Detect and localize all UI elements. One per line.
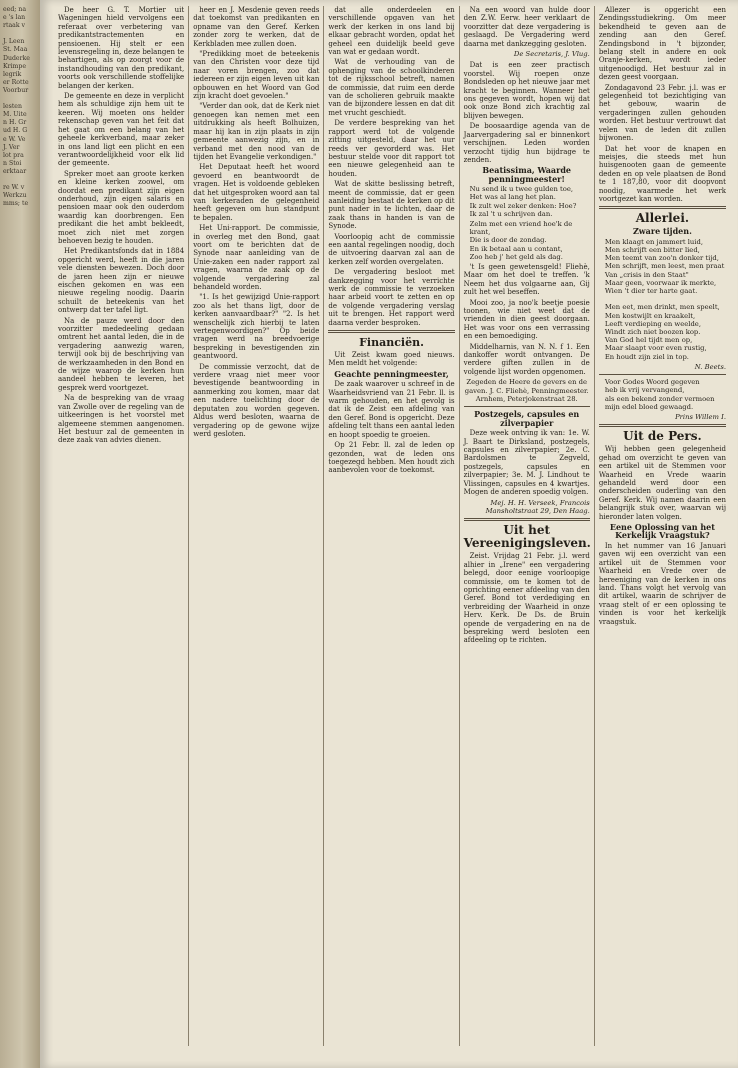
paragraph: Wat de verhouding van de ophenging van de schoolkinderen tot de rijksschool betreft, namen de commissie, dat ruim een derde van de scholieren gebruik maakte van de bijzondere lessen en dat dit met vrucht geschiedt.	[328, 58, 455, 117]
paragraph: De vergadering besloot met dankzegging voor het verrichte werk de commissie te verzoeken haar arbeid voort te zetten en op de volgende vergadering verslag uit te brengen. Het rapport werd daarna verder besproken.	[328, 268, 455, 327]
paragraph: Deze week ontving ik van: 1e. W. J. Baart te Dirksland, postzegels, capsules en zilverpapier; 2e. C. Bardolsmen te Zegveld, postzegels, capsules en zilverpapier; 3e. M. J. Lindhout te Vlissingen, capsules en 4 kwartjes. Mogen de anderen spoedig volgen.	[463, 429, 590, 497]
paragraph: Na de bespreking van de vraag van Zwolle over de regeling van de uitkeeringen is het voorstel met algemeene stemmen aangenomen. Het bestuur zal de gemeenten in deze zaak van advies dienen.	[58, 394, 185, 445]
paragraph: Zeist. Vrijdag 21 Febr. j.l. werd alhier in „Irene" een vergadering belegd, door eenige voorloopige commissie, om te komen tot de oprichting eener afdeeling van den Geref. Bond tot verdediging en verbreiding der Waarheid in onze Herv. Kerk. De Ds. de Bruin opende de vergadering en na de bespreking werd besloten een afdeeling op te richten.	[463, 552, 590, 645]
paragraph: Het Deputaat heeft het woord gevoerd en beantwoordt de vragen. Het is voldoende gebleken dat het uitgesproken woord aan tal van kerkeraden de gelegenheid heeft gegeven om hun standpunt te bepalen.	[193, 163, 320, 222]
poem-stanza: Zelm met een vriend hoe'k de krant, Die is door de zondag. En ik betaal aan u contant, Zoo heb j' het geld als dag.	[469, 219, 573, 261]
section-divider	[599, 424, 726, 427]
salutation: Geachte penningmeester,	[334, 368, 449, 379]
section-divider	[464, 518, 590, 521]
paragraph: De boosaardige agenda van de Jaarvergadering sal er binnenkort verschijnen. Leden worden verzocht tijdig hun bijdrage te zenden.	[463, 122, 590, 164]
paragraph: Wat de skitte beslissing betreft, meent de commissie, dat er geen aanleiding bestaat de kerken op dit punt nader in te lichten, daar de zaak thans in handen is van de Synode.	[328, 180, 455, 231]
section-divider	[599, 374, 726, 375]
signature: Mej. H. H. Verseek, Francois Mansholtstraat 29, Den Haag.	[485, 498, 590, 515]
paragraph: Uit Zeist kwam goed nieuws. Men meldt het volgende:	[328, 351, 455, 368]
section-divider	[464, 406, 590, 407]
paragraph: De verdere bespreking van het rapport werd tot de volgende zitting uitgesteld, daar het uur reeds ver gevorderd was. Het bestuur stelde voor dit rapport tot een nieuwe gelegenheid aan te houden.	[328, 119, 455, 178]
financien-heading: Financiën.	[359, 336, 424, 350]
postzegels-heading: Postzegels, capsules en zilverpapier	[474, 409, 580, 428]
paragraph: Voorloopig acht de commissie een aantal regelingen noodig, doch de uitvoering daarvan zal aan de kerken zelf worden overgelaten.	[328, 232, 455, 266]
column-4	[460, 6, 595, 1046]
poem-author: Prins Willem I.	[675, 413, 726, 422]
paragraph: De heer G. T. Mortier uit Wageningen hield vervolgens een referaat over verbetering van predikantstractementen en pensioenen. Hij stelt er een levensregeling in, deze belangen te behartigen, als op zoorgt voor de instandhouding van den predikant, voorts ook verschillende stoffelijke belangen der kerken.	[58, 6, 185, 90]
paragraph: Na de pauze werd door den voorzitter mededeeling gedaan omtrent het aantal leden, die in de vergadering aanwezig waren, terwijl ook bij de beschrijving van de werkzaamheden in den Bond en de wijze waarop de kerken hun aandeel hebben te leveren, het gesprek werd voortgezet.	[58, 316, 185, 392]
poem: Men klaagt en jammert luid, Men schrijft een bitter lied, Men teemt van zoo'n donker tijd, Men schrijft, men leest, men praat Van „crisis in den Staat" Maar geen, voorwaar ik merkte, Wien 't dier ter harte gaat. Men eet, men drinkt, men speelt, Men kostwijlt en kraakelt, Leeft verdieping en weelde, Windt zich niet boozen kop. Van God hel tijdt men op, Maar slaapt voor even rustig, En houdt zijn ziel in top.	[604, 237, 725, 361]
paragraph: In het nummer van 16 Januari gaven wij een overzicht van een artikel uit de Stemmen voor Waarheid en Vrede over de hereeniging van de kerken in ons land. Thans volgt het vervolg van dit artikel, waarin de schrijver de vraag stelt of er een oplossing te vinden is voor het kerkelijk vraagstuk.	[598, 541, 726, 626]
letter-salutation: Beatissima, Waarde penningmeester!	[482, 165, 571, 184]
paragraph: De zaak waarover u schreef in de Waarheidsvriend van 21 Febr. ll. is warm gehouden, en het gevolg is dat ik de Zeist een afdeling van den Geref. Bond is opgericht. Deze afdeling telt thans een aantal leden en hoopt spoedig te groeien.	[328, 380, 455, 439]
paragraph: Wij hebben geen gelegenheid gehad om overzicht te geven van een artikel uit de Stemmen voor Waarheid en Vrede waarin gehandeld werd door een onderscheiden ouderling van den Geref. Kerk. Wij namen daarin een belangrijk stuk over, waarvan wij hieronder laten volgen.	[598, 445, 726, 521]
paragraph: dat alle onderdeelen en verschillende opgaven van het werk der kerken in ons land bij elkaar gebracht worden, opdat het geheel een duidelijk beeld geve van wat er gedaan wordt.	[328, 6, 455, 57]
article-heading: Eene Oplossing van het Kerkelijk Vraagstuk?	[609, 522, 715, 541]
paragraph: Dat het voor de knapen en meisjes, die steeds met hun huisgenooten gaan de gemeente deden en op vele plaatsen de Bond te 1 187,80, voor dit doopvont noodig, waarmede het werk voortgezet kan worden.	[598, 144, 726, 203]
column-2	[189, 6, 324, 1046]
paragraph: Mooi zoo, ja noo'k beetje poesie toonen, wie niet weet dat de vrienden in dien geest doorgaan. Het was voor ons een verrassing en een bemoediging.	[463, 298, 590, 341]
paragraph: Na een woord van hulde door den Z.W. Eerw. heer verklaart de voorzitter dat deze vergadering is geslaagd. De Vergadering werd daarna met dankzegging gesloten.	[463, 6, 590, 48]
poem-stanza: Nu send ik u twee gulden toe, Het was al lang het plan. Ik zult wel zeker denken: Hoe? Ik zal 't u schrijven dan.	[469, 185, 577, 218]
binding-edge	[0, 0, 40, 1068]
signature: De Secretaris, J. Vlug.	[513, 50, 590, 59]
paragraph: Middelharnis, van N. N. f 1. Een dankoffer wordt ontvangen. De verdere giften zullen in de volgende lijst worden opgenomen.	[463, 342, 590, 376]
paragraph: De gemeente en deze in verplicht hem als schuldige zijn hem uit te keeren. Wij moeten ons helder rekenschap geven van het feit dat het gaat om een belang van het geheele kerkverband, maar zeker in ons land ligt een plicht en een verantwoordelijkheid voor elk lid der gemeente.	[58, 92, 185, 168]
paragraph: "1. Is het gewijzigd Unie-rapport zoo als het thans ligt, door de kerken aanvaardbaar?" "2. Is het wenschelijk zich hierbij te laten vertegenwoordigen?" Op beide vragen werd na breedvoerige bespreking in bevestigenden zin geantwoord.	[193, 293, 320, 361]
paragraph: Het Uni-rapport. De commissie, in overleg met den Bond, gaat voort om te berichten dat de Synode naar aanleiding van de Unie-zaken een nader rapport zal vragen, waarna de zaak op de volgende vergadering zal behandeld worden.	[193, 224, 320, 291]
paragraph: Zondagavond 23 Febr. j.l. was er gelegenheid tot bezichtiging van het gebouw, waarin de vergaderingen zullen gehouden worden. Het bestuur vertrouwt dat velen van de leden dit zullen bijwonen.	[598, 83, 726, 143]
paragraph: "Verder dan ook, dat de Kerk niet genoegen kan nemen met een uitdrukking als heeft Bolhuizen, maar hij kan in zijn plaats in zijn gemeente aanwezig zijn, en in verband met den nood van de tijden het Evangelie verkondigen."	[193, 102, 320, 161]
section-divider	[328, 330, 454, 333]
poem: Voor Godes Woord gegeven heb ik vrij vervangend, als een bekend zonder vermoen mijn edel bloed gewaagd.	[604, 378, 715, 411]
vereenigingsleven-heading: Uit het Vereenigingsleven.	[463, 523, 591, 551]
allerlei-heading: Allerlei.	[635, 211, 690, 226]
paragraph: Spreker moet aan groote kerken en kleine kerken zoowel, om doordat een predikant zijn eigen onderhoud, zijn eigen salaris en pensioen maar ook den ouderdom waardig kan doorbrengen. Een predikant die het ambt bekleedt, moet zich niet met zorgen behoeven bezig te houden.	[58, 169, 185, 245]
uit-de-pers-heading: Uit de Pers.	[623, 429, 702, 444]
paragraph: heer en J. Mesdenie geven reeds dat toekomst van predikanten en opname van den Geref. Kerken zonder zorg te werken, dat de Kerkbladen mee zullen doen.	[193, 6, 320, 48]
paragraph: Op 21 Febr. ll. zal de leden op gezonden, wat de leden ons toegezegd hebben. Men houdt zich aanbevolen voor de toekomst.	[328, 441, 455, 475]
column-3	[324, 6, 459, 1046]
paragraph: Allezer is opgericht een Zendingsstudiekring. Om meer bekendheid te geven aan de zending aan den Geref. Zendingsbond in 't bijzonder, belang stelt in andere en ook Oranje-kerken, wordt ieder uitgenoodigd. Het bestuur zal in dezen geest voorgaan.	[598, 6, 726, 82]
column-5	[595, 6, 730, 1046]
poem-author: N. Beets.	[694, 362, 726, 371]
binding-text: eed; na e 's lan rtaak v J. Leen St. Maa Duderke Krimpe legrik er Rotte Voorbur lesten M. Uite n H. Gr ud H. G e W. Ve J. Ver lot pra n Stoi erktaar re W. v Werkzu mms; te	[3, 6, 30, 208]
paragraph: "Predikking moet de beteekenis van den Christen voor deze tijd naar voren brengen, zoo dat iedereen er zijn eigen leven uit kan opbouwen en het Woord van God zijn kracht doet gevoelen."	[193, 50, 320, 101]
newspaper-page	[40, 0, 738, 1068]
section-divider	[599, 206, 726, 209]
paragraph: 't Is geen gewetensgeld! Fliehè, Maar om het doel te treffen. 'k Neem het dus volgaarne aan, Gij zult het wel beseffen.	[463, 262, 590, 297]
column-1	[54, 6, 189, 1046]
paragraph: De commissie verzocht, dat de verdere vraag niet meer voor bevestigende beantwoording in aanmerking zou komen, maar dat een nadere toelichting door de deputaten zou worden gegeven. Aldus werd besloten, waarna de vergadering op de gewone wijze werd gesloten.	[193, 362, 320, 438]
columns	[54, 6, 730, 1046]
paragraph: Het Predikantsfonds dat in 1884 opgericht werd, heeft in die jaren vele diensten bewezen. Doch door de jaren heen zijn er nieuwe eischen gekomen en was een nieuwe regeling noodig. Daarin schuilt de beteekenis van het ontwerp dat ter tafel ligt.	[58, 247, 185, 315]
zware-tijden-heading: Zware tijden.	[632, 226, 692, 237]
treasurer-address: Zegeden de Heere de gevers en de gaven. J. C. Fliehè, Penningmeester. Arnhem, Peterjokenstraat 28.	[464, 378, 589, 404]
paragraph: Dat is een zeer practisch voorstel. Wij roepen onze Bondsleden op het nieuwe jaar met kracht te beginnen. Wanneer het ons gegeven wordt, hopen wij dat ook onze Bond zich krachtig zal blijven bewegen.	[463, 61, 590, 120]
